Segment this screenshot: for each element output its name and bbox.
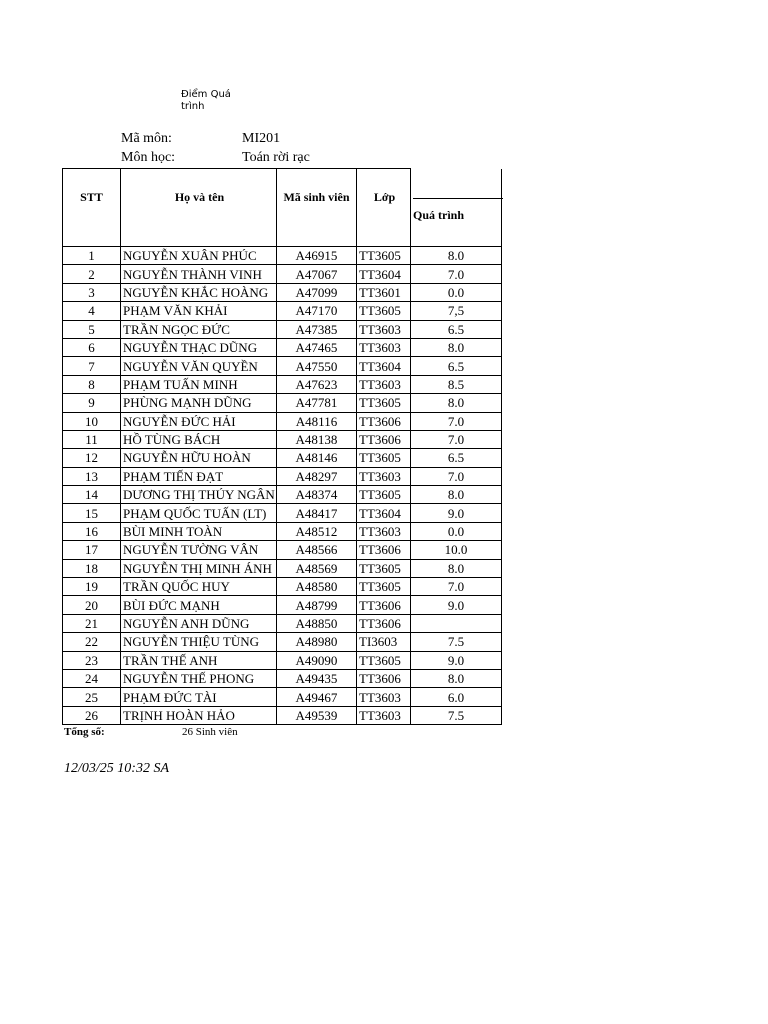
header-student-id: Mã sinh viên — [277, 169, 357, 247]
row-class: TT3604 — [357, 504, 411, 522]
row-student-id: A46915 — [277, 247, 357, 265]
row-stt: 16 — [63, 522, 121, 540]
row-class: TT3601 — [357, 283, 411, 301]
row-class: TT3604 — [357, 265, 411, 283]
row-score: 9.0 — [411, 596, 502, 614]
row-stt: 25 — [63, 688, 121, 706]
table-row — [63, 688, 502, 706]
row-student-id: A48297 — [277, 467, 357, 485]
row-stt: 11 — [63, 430, 121, 448]
row-stt: 26 — [63, 706, 121, 724]
row-full-name: PHẠM VĂN KHẢI — [121, 302, 277, 320]
row-class: TT3605 — [357, 651, 411, 669]
row-score: 0.0 — [411, 522, 502, 540]
table-row — [63, 247, 502, 265]
row-stt: 17 — [63, 541, 121, 559]
row-class: TT3603 — [357, 688, 411, 706]
header-process-score: Quá trình — [413, 198, 503, 224]
row-full-name: NGUYỄN XUÂN PHÚC — [121, 247, 277, 265]
header-full-name: Họ và tên — [121, 169, 277, 247]
row-score: 8.0 — [411, 394, 502, 412]
row-class: TT3603 — [357, 467, 411, 485]
row-score: 8.0 — [411, 247, 502, 265]
row-student-id: A47781 — [277, 394, 357, 412]
row-student-id: A49090 — [277, 651, 357, 669]
row-score: 6.5 — [411, 357, 502, 375]
row-stt: 24 — [63, 669, 121, 687]
row-stt: 15 — [63, 504, 121, 522]
row-student-id: A48566 — [277, 541, 357, 559]
row-stt: 20 — [63, 596, 121, 614]
row-stt: 23 — [63, 651, 121, 669]
row-full-name: NGUYỄN THỊ MINH ÁNH — [121, 559, 277, 577]
row-full-name: NGUYỄN VĂN QUYỀN — [121, 357, 277, 375]
row-full-name: BÙI MINH TOÀN — [121, 522, 277, 540]
row-full-name: PHẠM TIẾN ĐẠT — [121, 467, 277, 485]
row-stt: 6 — [63, 338, 121, 356]
table-row — [63, 375, 502, 393]
table-row — [63, 283, 502, 301]
row-stt: 7 — [63, 357, 121, 375]
row-student-id: A47099 — [277, 283, 357, 301]
row-score: 7.5 — [411, 706, 502, 724]
subject-code-label: Mã môn: — [121, 131, 172, 146]
table-row — [63, 357, 502, 375]
row-score: 8.0 — [411, 338, 502, 356]
row-full-name: NGUYỄN ĐỨC HẢI — [121, 412, 277, 430]
row-stt: 18 — [63, 559, 121, 577]
table-row — [63, 522, 502, 540]
table-row — [63, 394, 502, 412]
row-class: TT3603 — [357, 338, 411, 356]
row-class: TT3606 — [357, 669, 411, 687]
row-score: 6.5 — [411, 320, 502, 338]
row-full-name: TRẦN QUỐC HUY — [121, 578, 277, 596]
header-stt: STT — [63, 169, 121, 247]
row-score: 7.0 — [411, 265, 502, 283]
row-class: TT3603 — [357, 522, 411, 540]
row-full-name: PHẠM TUẤN MINH — [121, 375, 277, 393]
row-score: 6.5 — [411, 449, 502, 467]
row-student-id: A48138 — [277, 430, 357, 448]
row-full-name: DƯƠNG THỊ THÚY NGÂN — [121, 486, 277, 504]
table-row — [63, 412, 502, 430]
subject-code-value: MI201 — [242, 131, 281, 146]
row-class: TT3605 — [357, 486, 411, 504]
row-class: TT3605 — [357, 302, 411, 320]
row-stt: 5 — [63, 320, 121, 338]
row-student-id: A47623 — [277, 375, 357, 393]
row-class: TT3605 — [357, 578, 411, 596]
row-stt: 9 — [63, 394, 121, 412]
table-row — [63, 596, 502, 614]
row-class: TT3606 — [357, 596, 411, 614]
row-student-id: A49435 — [277, 669, 357, 687]
header-score-cell — [411, 169, 502, 247]
table-row — [63, 541, 502, 559]
row-score: 8.0 — [411, 559, 502, 577]
total-label: Tổng số: — [64, 726, 105, 738]
row-student-id: A48417 — [277, 504, 357, 522]
row-full-name: NGUYỄN THIỆU TÙNG — [121, 633, 277, 651]
row-score: 7,5 — [411, 302, 502, 320]
row-full-name: NGUYỄN ANH DŨNG — [121, 614, 277, 632]
row-class: TT3606 — [357, 614, 411, 632]
row-stt: 22 — [63, 633, 121, 651]
row-score: 9.0 — [411, 504, 502, 522]
print-timestamp: 12/03/25 10:32 SA — [64, 761, 169, 776]
row-score: 7.0 — [411, 430, 502, 448]
table-row — [63, 614, 502, 632]
grades-table — [62, 168, 502, 725]
row-full-name: NGUYỄN THẠC DŨNG — [121, 338, 277, 356]
row-score: 6.0 — [411, 688, 502, 706]
header-class: Lớp — [357, 169, 411, 247]
row-student-id: A47550 — [277, 357, 357, 375]
row-stt: 2 — [63, 265, 121, 283]
row-score — [411, 614, 502, 632]
row-student-id: A48146 — [277, 449, 357, 467]
row-full-name: BÙI ĐỨC MẠNH — [121, 596, 277, 614]
row-stt: 4 — [63, 302, 121, 320]
row-class: TT3606 — [357, 412, 411, 430]
row-score: 8.0 — [411, 669, 502, 687]
row-student-id: A48569 — [277, 559, 357, 577]
row-class: TT3605 — [357, 247, 411, 265]
row-stt: 10 — [63, 412, 121, 430]
row-full-name: PHẠM QUỐC TUẤN (LT) — [121, 504, 277, 522]
row-student-id: A48850 — [277, 614, 357, 632]
table-row — [63, 651, 502, 669]
row-score: 7.0 — [411, 467, 502, 485]
row-score: 7.0 — [411, 412, 502, 430]
table-row — [63, 302, 502, 320]
table-row — [63, 320, 502, 338]
row-full-name: NGUYỄN THẾ PHONG — [121, 669, 277, 687]
row-score: 9.0 — [411, 651, 502, 669]
row-full-name: PHÙNG MẠNH DŨNG — [121, 394, 277, 412]
row-student-id: A48116 — [277, 412, 357, 430]
row-class: TT3603 — [357, 375, 411, 393]
row-full-name: HỒ TÙNG BÁCH — [121, 430, 277, 448]
row-student-id: A47465 — [277, 338, 357, 356]
row-score: 7.5 — [411, 633, 502, 651]
row-stt: 21 — [63, 614, 121, 632]
table-row — [63, 486, 502, 504]
row-score: 10.0 — [411, 541, 502, 559]
row-full-name: PHẠM ĐỨC TÀI — [121, 688, 277, 706]
row-student-id: A47170 — [277, 302, 357, 320]
row-student-id: A47385 — [277, 320, 357, 338]
row-student-id: A48374 — [277, 486, 357, 504]
row-full-name: TRỊNH HOÀN HẢO — [121, 706, 277, 724]
row-full-name: NGUYỄN THÀNH VINH — [121, 265, 277, 283]
total-value: 26 Sinh viên — [182, 726, 238, 738]
table-row — [63, 559, 502, 577]
row-stt: 13 — [63, 467, 121, 485]
row-full-name: NGUYỄN TƯỜNG VÂN — [121, 541, 277, 559]
subject-name-value: Toán rời rạc — [242, 150, 310, 165]
row-student-id: A48580 — [277, 578, 357, 596]
row-stt: 19 — [63, 578, 121, 596]
row-class: TT3606 — [357, 541, 411, 559]
row-score: 8.5 — [411, 375, 502, 393]
row-class: TT3605 — [357, 394, 411, 412]
table-body — [63, 247, 502, 725]
table-row — [63, 430, 502, 448]
row-class: TT3606 — [357, 430, 411, 448]
row-student-id: A48980 — [277, 633, 357, 651]
table-row — [63, 265, 502, 283]
row-full-name: TRẦN NGỌC ĐỨC — [121, 320, 277, 338]
row-stt: 3 — [63, 283, 121, 301]
row-student-id: A49467 — [277, 688, 357, 706]
row-score: 0.0 — [411, 283, 502, 301]
row-class: TT3603 — [357, 320, 411, 338]
row-full-name: NGUYỄN KHẮC HOÀNG — [121, 283, 277, 301]
table-header-row — [63, 169, 502, 247]
row-full-name: NGUYỄN HỮU HOÀN — [121, 449, 277, 467]
row-student-id: A48799 — [277, 596, 357, 614]
row-class: TT3603 — [357, 706, 411, 724]
row-stt: 14 — [63, 486, 121, 504]
row-student-id: A47067 — [277, 265, 357, 283]
row-stt: 1 — [63, 247, 121, 265]
row-class: TT3605 — [357, 559, 411, 577]
row-full-name: TRẦN THẾ ANH — [121, 651, 277, 669]
document-title: Điểm Quá trình — [181, 89, 231, 112]
table-row — [63, 578, 502, 596]
row-student-id: A48512 — [277, 522, 357, 540]
table-row — [63, 669, 502, 687]
row-score: 8.0 — [411, 486, 502, 504]
row-student-id: A49539 — [277, 706, 357, 724]
subject-name-label: Môn học: — [121, 150, 176, 165]
row-score: 7.0 — [411, 578, 502, 596]
row-class: TT3604 — [357, 357, 411, 375]
table-row — [63, 504, 502, 522]
table-row — [63, 467, 502, 485]
table-row — [63, 706, 502, 724]
row-stt: 8 — [63, 375, 121, 393]
table-row — [63, 338, 502, 356]
table-row — [63, 449, 502, 467]
row-stt: 12 — [63, 449, 121, 467]
row-class: TI3603 — [357, 633, 411, 651]
table-row — [63, 633, 502, 651]
row-class: TT3605 — [357, 449, 411, 467]
